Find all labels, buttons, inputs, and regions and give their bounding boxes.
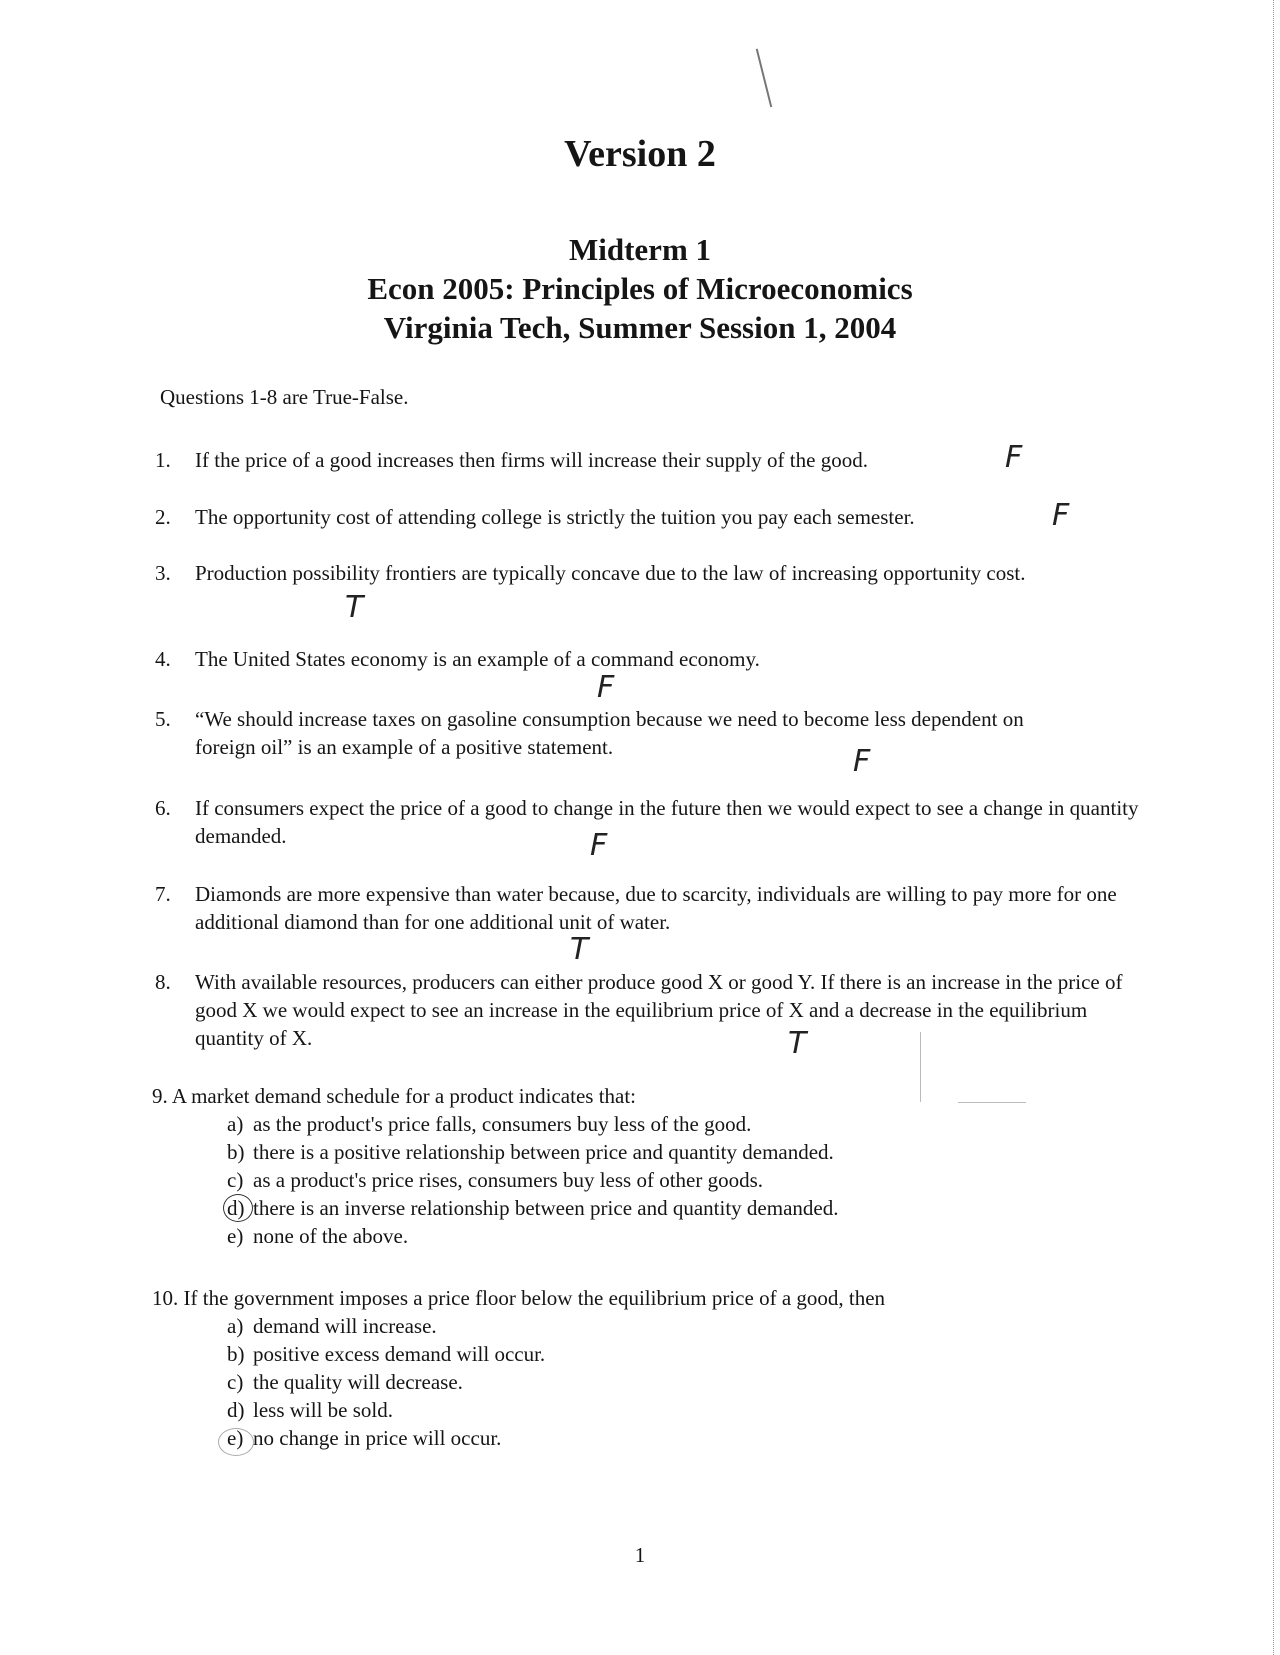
exam-heading <box>0 230 1280 347</box>
question-4 <box>155 645 1140 673</box>
option-text: no change in price will occur. <box>253 1426 502 1450</box>
page-number: 1 <box>634 1543 646 1567</box>
question-number: 1. <box>155 448 171 472</box>
option-e <box>227 1222 838 1250</box>
option-text: as the product's price falls, consumers buy less of the good. <box>253 1112 752 1136</box>
answer-circle <box>218 1428 254 1456</box>
question-number: 6. <box>155 796 171 820</box>
question-text: Diamonds are more expensive than water because, due to scarcity, individuals are willing to pay more for one additional diamond than for one additional unit of water. <box>195 882 1117 934</box>
question-8 <box>155 968 1140 1052</box>
option-letter: a) <box>227 1112 244 1136</box>
question-number: 3. <box>155 561 171 585</box>
question-number: 10. <box>152 1286 179 1310</box>
option-d <box>227 1194 838 1222</box>
question-number: 2. <box>155 505 171 529</box>
answer-mark-7: T <box>570 932 589 967</box>
question-text: The United States economy is an example of a command economy. <box>195 647 760 671</box>
instructions: Questions 1-8 are True-False. <box>160 385 409 409</box>
question-number: 8. <box>155 970 171 994</box>
option-letter: b) <box>227 1342 245 1366</box>
option-letter: d) <box>227 1196 245 1220</box>
option-text: positive excess demand will occur. <box>253 1342 546 1366</box>
option-b <box>227 1138 838 1166</box>
question-stem <box>152 1082 838 1110</box>
option-text: as a product's price rises, consumers buy less of other goods. <box>253 1168 764 1192</box>
question-text: A market demand schedule for a product indicates that: <box>171 1084 637 1108</box>
option-letter: c) <box>227 1168 244 1192</box>
answer-mark-2: F <box>1052 498 1070 533</box>
question-stem <box>152 1284 885 1312</box>
option-text: less will be sold. <box>253 1398 393 1422</box>
question-6 <box>155 794 1140 850</box>
question-10 <box>152 1284 885 1452</box>
pen-stroke <box>756 49 772 108</box>
heading-line-2: Econ 2005: Principles of Microeconomics <box>367 271 913 306</box>
question-number: 4. <box>155 647 171 671</box>
option-c <box>227 1368 885 1396</box>
question-3 <box>155 559 1140 587</box>
question-7 <box>155 880 1140 936</box>
option-letter: a) <box>227 1314 244 1338</box>
option-text: none of the above. <box>253 1224 409 1248</box>
question-number: 9. <box>152 1084 168 1108</box>
option-list <box>152 1312 885 1452</box>
option-text: there is an inverse relationship between price and quantity demanded. <box>253 1196 839 1220</box>
option-c <box>227 1166 838 1194</box>
option-letter: e) <box>227 1224 244 1248</box>
answer-circle <box>223 1194 253 1222</box>
option-letter: b) <box>227 1140 245 1164</box>
question-text: If consumers expect the price of a good to change in the future then we would expect to see a change in quantity demanded. <box>195 796 1139 848</box>
answer-mark-3: T <box>345 590 364 625</box>
option-d <box>227 1396 885 1424</box>
question-text: If the government imposes a price floor below the equilibrium price of a good, then <box>183 1286 886 1310</box>
option-letter: e) <box>227 1426 244 1450</box>
answer-mark-1: F <box>1005 440 1023 475</box>
answer-mark-8: T <box>788 1026 807 1061</box>
answer-mark-6: F <box>590 828 608 863</box>
answer-mark-5: F <box>853 744 871 779</box>
answer-mark-4: F <box>597 670 615 705</box>
question-1 <box>155 446 1140 474</box>
option-a <box>227 1312 885 1340</box>
question-text: The opportunity cost of attending college is strictly the tuition you pay each semester. <box>195 505 915 529</box>
heading-line-3: Virginia Tech, Summer Session 1, 2004 <box>383 310 897 345</box>
option-letter: d) <box>227 1398 245 1422</box>
question-number: 5. <box>155 707 171 731</box>
option-a <box>227 1110 838 1138</box>
question-text: With available resources, producers can either produce good X or good Y. If there is an increase in the price of good X we would expect to see an increase in the equilibrium price of X and a decrease in the equilibrium quantity of X. <box>195 970 1123 1050</box>
question-text: Production possibility frontiers are typically concave due to the law of increasing opportunity cost. <box>195 561 1026 585</box>
heading-line-1: Midterm 1 <box>568 232 712 267</box>
option-text: there is a positive relationship between price and quantity demanded. <box>253 1140 834 1164</box>
question-2 <box>155 503 1140 531</box>
option-b <box>227 1340 885 1368</box>
question-text: If the price of a good increases then firms will increase their supply of the good. <box>195 448 868 472</box>
question-number: 7. <box>155 882 171 906</box>
question-5 <box>155 705 1140 761</box>
option-text: the quality will decrease. <box>253 1370 463 1394</box>
option-letter: c) <box>227 1370 244 1394</box>
option-list <box>152 1110 838 1250</box>
stray-mark <box>920 1032 921 1102</box>
option-text: demand will increase. <box>253 1314 437 1338</box>
stray-mark <box>958 1102 1026 1103</box>
question-text: “We should increase taxes on gasoline consumption because we need to become less dependent on foreign oil” is an example of a positive statement. <box>195 707 1024 759</box>
version-title: Version 2 <box>564 133 716 175</box>
question-9 <box>152 1082 838 1250</box>
option-e <box>227 1424 885 1452</box>
